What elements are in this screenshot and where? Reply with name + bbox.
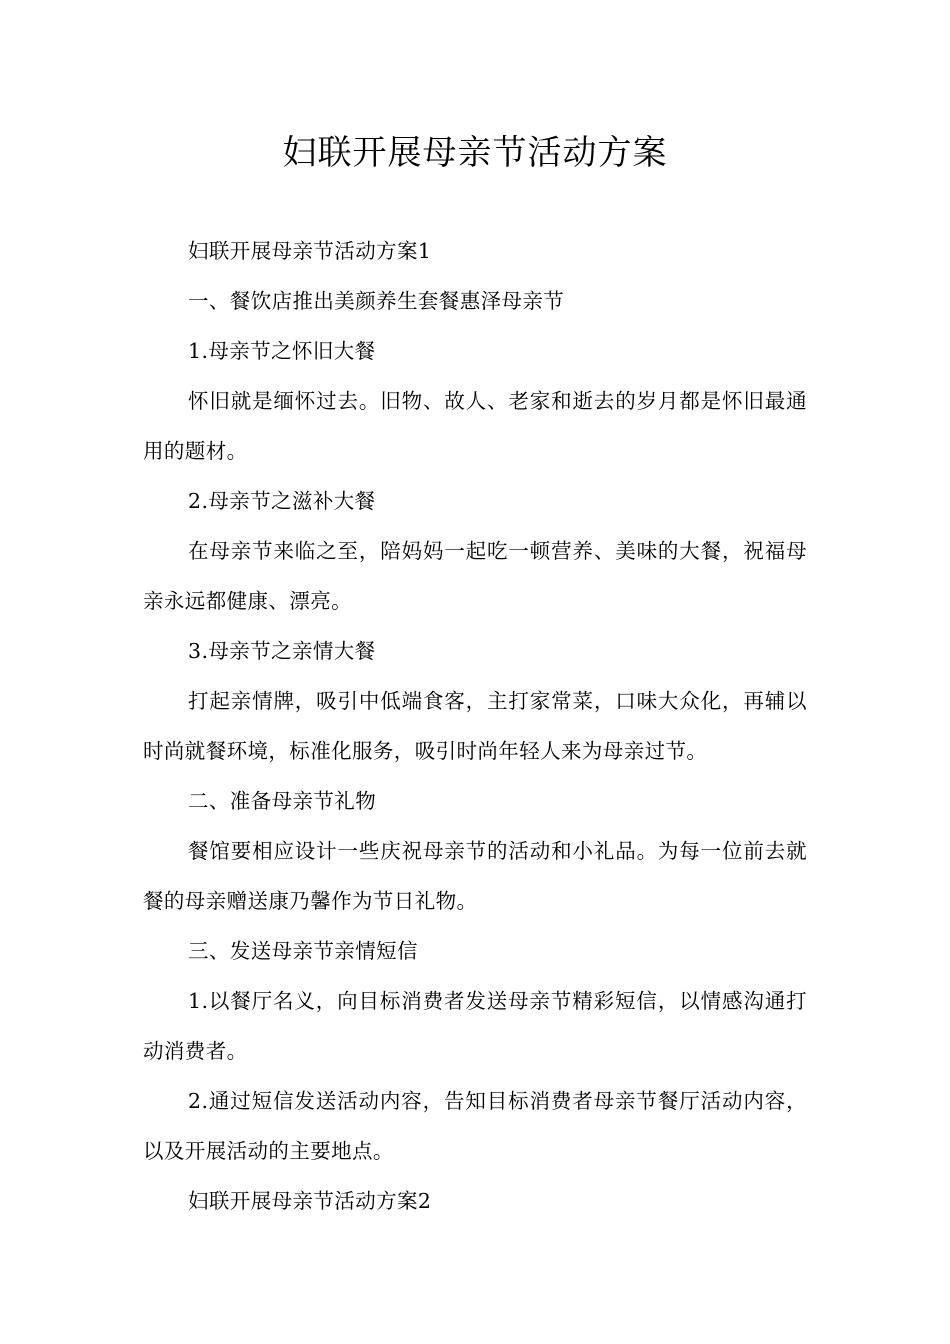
paragraph-item-1-3-text: 打起亲情牌，吸引中低端食客，主打家常菜，口味大众化，再辅以时尚就餐环境，标准化服务，吸引时尚年轻人来为母亲过节。 <box>143 689 807 763</box>
paragraph-plan-2-heading: 妇联开展母亲节活动方案2 <box>188 1189 432 1213</box>
paragraph-section-2-text: 餐馆要相应设计一些庆祝母亲节的活动和小礼品。为每一位前去就餐的母亲赠送康乃馨作为节日礼物。 <box>143 839 807 913</box>
paragraph-item-1-3: 3.母亲节之亲情大餐 <box>188 639 376 663</box>
paragraph-item-1-1-text: 怀旧就是缅怀过去。旧物、故人、老家和逝去的岁月都是怀旧最通用的题材。 <box>143 389 807 463</box>
paragraph-item-1-2: 2.母亲节之滋补大餐 <box>188 489 376 513</box>
paragraph-plan-1-heading: 妇联开展母亲节活动方案1 <box>188 239 432 263</box>
paragraph-item-3-1: 1.以餐厅名义，向目标消费者发送母亲节精彩短信，以情感沟通打动消费者。 <box>143 989 807 1063</box>
document-title: 妇联开展母亲节活动方案 <box>282 133 668 173</box>
paragraph-section-1-heading: 一、餐饮店推出美颜养生套餐惠泽母亲节 <box>188 289 565 313</box>
paragraph-item-3-2: 2.通过短信发送活动内容，告知目标消费者母亲节餐厅活动内容，以及开展活动的主要地点。 <box>143 1089 807 1163</box>
paragraph-section-2-heading: 二、准备母亲节礼物 <box>188 789 377 813</box>
paragraph-section-3-heading: 三、发送母亲节亲情短信 <box>188 939 418 963</box>
paragraph-item-1-2-text: 在母亲节来临之至，陪妈妈一起吃一顿营养、美味的大餐，祝福母亲永远都健康、漂亮。 <box>143 539 807 613</box>
document-body <box>143 226 807 1226</box>
paragraph-item-1-1: 1.母亲节之怀旧大餐 <box>188 339 376 363</box>
